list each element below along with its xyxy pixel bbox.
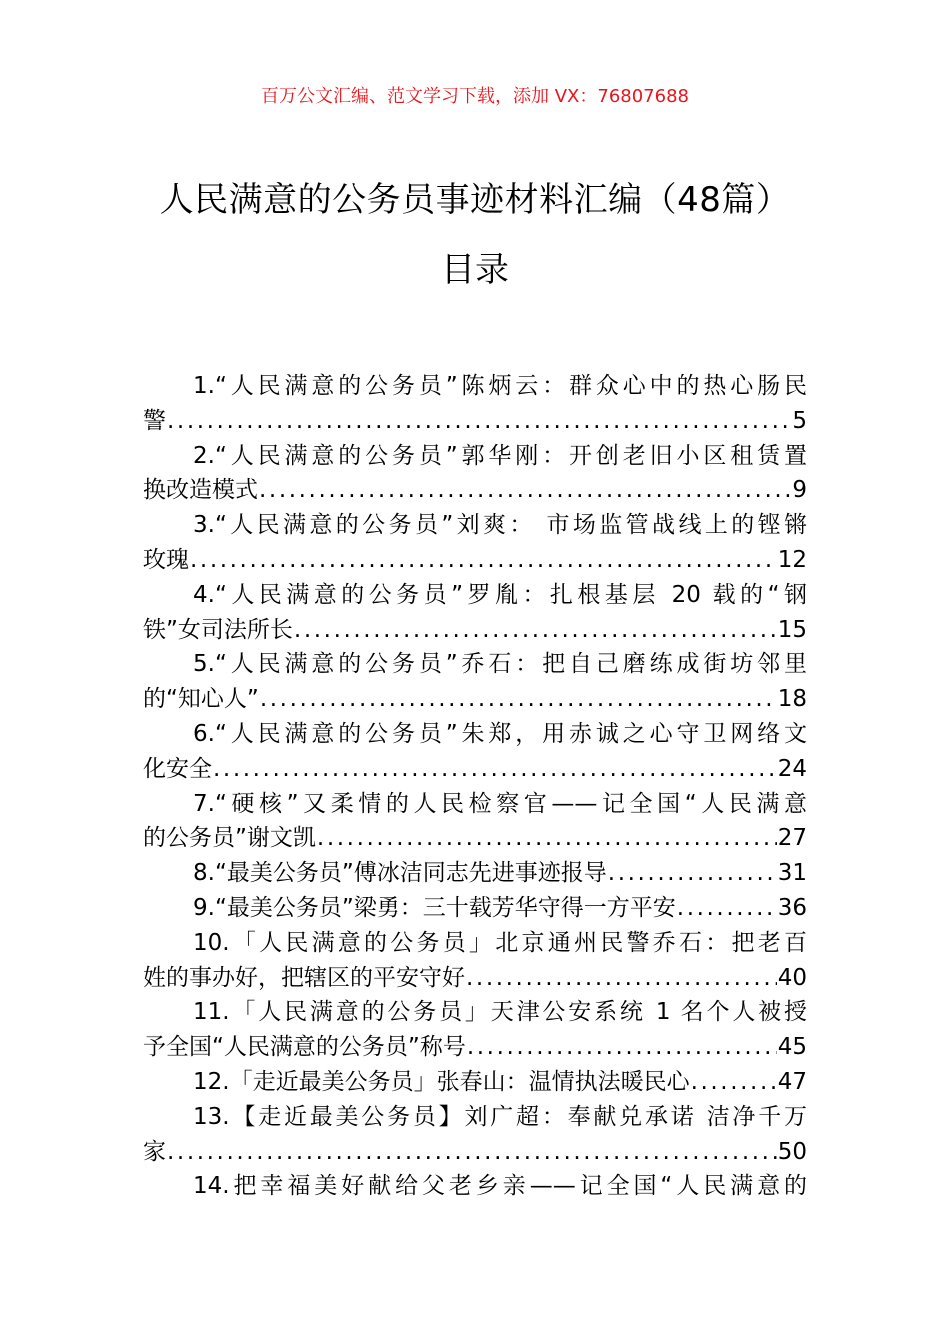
toc-entry[interactable] bbox=[143, 647, 807, 717]
toc-heading: 目录 bbox=[441, 250, 509, 290]
toc-page-number: 27 bbox=[777, 825, 807, 852]
toc-page-number: 50 bbox=[777, 1138, 807, 1165]
toc-entry[interactable] bbox=[143, 578, 807, 648]
toc-leader-dots bbox=[294, 613, 777, 648]
toc-leader-dots bbox=[213, 752, 777, 787]
toc-leader-dots bbox=[260, 682, 777, 717]
toc-page-number: 24 bbox=[777, 755, 807, 782]
toc-entry-title: 5.“人民满意的公务员”乔石：把自己磨练成街坊邻里 bbox=[193, 651, 807, 678]
toc-entry[interactable] bbox=[143, 1169, 807, 1204]
toc-leader-dots bbox=[677, 891, 777, 926]
toc-page-number: 12 bbox=[777, 546, 807, 573]
toc-entry[interactable] bbox=[143, 856, 807, 891]
table-of-contents bbox=[143, 369, 807, 1204]
toc-entry-title: 1.“人民满意的公务员”陈炳云：群众心中的热心肠民 bbox=[193, 373, 807, 399]
toc-entry[interactable] bbox=[143, 508, 807, 578]
toc-page-number: 36 bbox=[777, 894, 807, 921]
toc-entry-title: 10.「人民满意的公务员」北京通州民警乔石：把老百 bbox=[193, 929, 807, 956]
toc-entry[interactable] bbox=[143, 995, 807, 1065]
toc-entry-title-cont: 予全国“人民满意的公务员”称号 bbox=[143, 1034, 466, 1061]
toc-entry-title: 4.“人民满意的公务员”罗胤：扎根基层 20 载的“钢 bbox=[193, 581, 807, 608]
toc-page-number: 31 bbox=[777, 860, 807, 887]
toc-entry-title: 9.“最美公务员”梁勇：三十载芳华守得一方平安 bbox=[193, 894, 676, 921]
toc-entry[interactable] bbox=[143, 1100, 807, 1170]
toc-page-number: 18 bbox=[777, 686, 807, 713]
toc-page-number: 15 bbox=[777, 616, 807, 643]
toc-entry-title: 7.“硬核”又柔情的人民检察官——记全国“人民满意 bbox=[193, 790, 807, 817]
toc-entry-title-cont: 玫瑰 bbox=[143, 546, 189, 573]
toc-entry-title-cont: 铁”女司法所长 bbox=[143, 616, 293, 643]
toc-leader-dots bbox=[167, 404, 791, 439]
toc-page-number: 40 bbox=[777, 964, 807, 991]
toc-entry-title: 8.“最美公务员”傅冰洁同志先进事迹报导 bbox=[193, 860, 607, 887]
toc-leader-dots bbox=[608, 856, 777, 891]
toc-entry[interactable] bbox=[143, 369, 807, 439]
toc-entry[interactable] bbox=[143, 891, 807, 926]
toc-leader-dots bbox=[167, 1135, 777, 1170]
toc-leader-dots bbox=[317, 821, 777, 856]
toc-entry-title: 2.“人民满意的公务员”郭华刚：开创老旧小区租赁置 bbox=[193, 442, 807, 469]
toc-page-number: 5 bbox=[792, 407, 807, 434]
toc-entry[interactable] bbox=[143, 926, 807, 996]
toc-entry[interactable] bbox=[143, 439, 807, 509]
toc-entry-title: 6.“人民满意的公务员”朱郑，用赤诚之心守卫网络文 bbox=[193, 720, 807, 747]
toc-entry-title: 13.【走近最美公务员】刘广超：奉献兑承诺 洁净千万 bbox=[193, 1103, 807, 1130]
toc-leader-dots bbox=[466, 961, 777, 996]
toc-entry-title-cont: 警 bbox=[143, 407, 166, 434]
toc-entry[interactable] bbox=[143, 787, 807, 857]
toc-page-number: 47 bbox=[777, 1068, 807, 1095]
toc-entry[interactable] bbox=[143, 717, 807, 787]
document-title: 人民满意的公务员事迹材料汇编（48篇） bbox=[159, 180, 791, 220]
header-promo-note: 百万公文汇编、范文学习下载，添加 VX：76807688 bbox=[261, 86, 689, 107]
toc-entry-title-cont: 姓的事办好，把辖区的平安守好 bbox=[143, 964, 465, 991]
toc-entry-title-cont: 换改造模式 bbox=[143, 477, 258, 504]
toc-page-number: 45 bbox=[777, 1034, 807, 1061]
toc-page-number: 9 bbox=[792, 477, 807, 504]
toc-entry-title-cont: 家 bbox=[143, 1138, 166, 1165]
toc-leader-dots bbox=[259, 473, 791, 508]
toc-entry-title: 11.「人民满意的公务员」天津公安系统 1 名个人被授 bbox=[193, 999, 807, 1026]
toc-entry-title-cont: 化安全 bbox=[143, 755, 212, 782]
toc-leader-dots bbox=[467, 1030, 777, 1065]
toc-entry[interactable] bbox=[143, 1065, 807, 1100]
toc-entry-title-cont: 的“知心人” bbox=[143, 686, 259, 713]
toc-entry-title: 3.“人民满意的公务员”刘爽： 市场监管战线上的铿锵 bbox=[193, 512, 807, 539]
toc-entry-title-cont: 的公务员”谢文凯 bbox=[143, 825, 316, 852]
toc-entry-title: 14.把幸福美好献给父老乡亲——记全国“人民满意的 bbox=[193, 1173, 807, 1200]
toc-leader-dots bbox=[691, 1065, 777, 1100]
toc-leader-dots bbox=[190, 543, 777, 578]
toc-entry-title: 12.「走近最美公务员」张春山：温情执法暖民心 bbox=[193, 1068, 690, 1095]
